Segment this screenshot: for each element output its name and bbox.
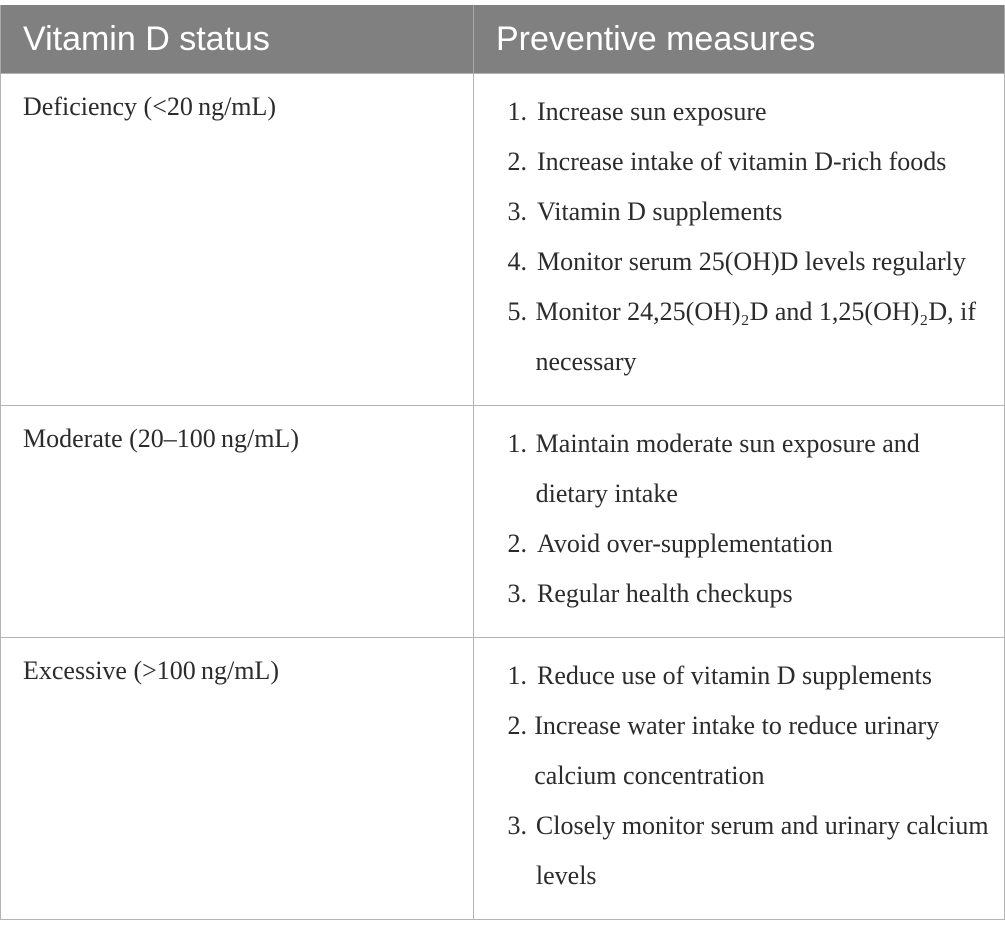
item-text: Monitor 24,25(OH)₂D and 1,25(OH)₂D, if necessary [535,297,977,376]
status-cell [1,74,474,406]
item-text: Closely monitor serum and urinary calcium levels [535,811,989,890]
item-text: Increase intake of vitamin D-rich foods [537,147,947,176]
item-number: 3. [507,811,527,840]
item-number: 4. [507,247,527,276]
measures-cell [474,638,1005,920]
item-text: Regular health checkups [537,579,793,608]
table-header-row [1,5,1005,74]
list-item [474,87,1004,137]
item-number: 1. [507,429,527,458]
status-moderate: Moderate (20–100 ng/mL) [23,424,299,453]
item-text: Reduce use of vitamin D supplements [537,661,932,690]
list-item [474,187,1004,237]
item-number: 1. [507,661,527,690]
item-text: Vitamin D supplements [537,197,783,226]
vitamin-d-table [0,5,1005,920]
header-vitamin-d-status: Vitamin D status [1,5,474,74]
item-text: Maintain moderate sun exposure and dietary intake [535,429,920,508]
item-text: Monitor serum 25(OH)D levels regularly [537,247,966,276]
list-item [474,651,1004,701]
item-number: 3. [507,579,527,608]
list-item [474,569,1004,619]
status-deficiency: Deficiency (<20 ng/mL) [23,92,277,121]
item-number: 2. [507,711,527,740]
item-number: 3. [507,197,527,226]
measures-list [474,406,1004,637]
item-number: 2. [507,147,527,176]
list-item [474,137,1004,187]
item-number: 2. [507,529,527,558]
measures-cell [474,74,1005,406]
item-number: 5. [507,297,527,326]
measures-list [474,74,1004,405]
table-row [1,406,1005,638]
table-row [1,638,1005,920]
header-preventive-measures: Preventive measures [474,5,1005,74]
status-cell [1,406,474,638]
measures-list [474,638,1004,919]
item-text: Avoid over-supplementation [537,529,833,558]
item-text: Increase sun exposure [537,97,767,126]
list-item [474,287,1004,387]
list-item [474,701,1004,801]
list-item [474,237,1004,287]
measures-cell [474,406,1005,638]
table-row [1,74,1005,406]
status-excessive: Excessive (>100 ng/mL) [23,656,279,685]
item-text: Increase water intake to reduce urinary calcium concentration [534,711,940,790]
status-cell [1,638,474,920]
list-item [474,519,1004,569]
list-item [474,801,1004,901]
list-item [474,419,1004,519]
item-number: 1. [507,97,527,126]
